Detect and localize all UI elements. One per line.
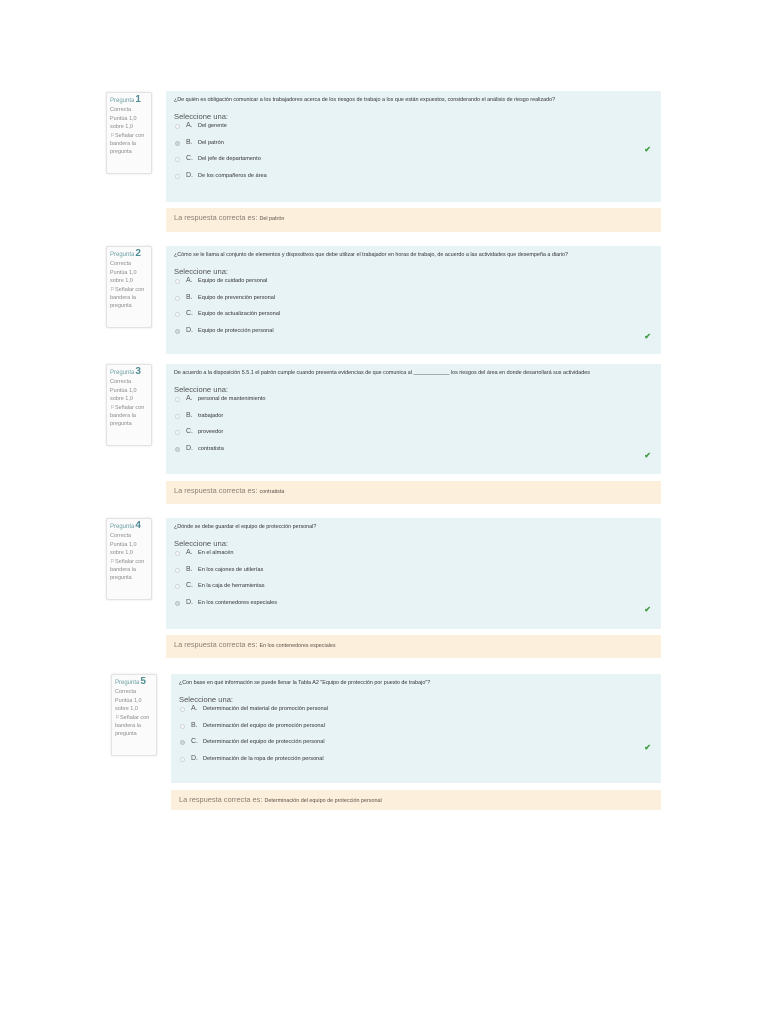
correct-check-icon: ✔ [644, 743, 651, 752]
answer-options [174, 550, 653, 617]
option-d[interactable]: D. En los contenedores especiales [174, 600, 653, 617]
question-content [166, 518, 661, 629]
radio-button[interactable] [180, 724, 185, 729]
radio-button[interactable] [175, 447, 180, 452]
option-d[interactable]: D. contratista [174, 446, 653, 463]
answer-options [174, 123, 653, 190]
flag-icon: ⚐ [115, 715, 120, 722]
question-text: ¿Cómo se le llama al conjunto de elementos y dispositivos que debe utilizar el trabajador en horas de trabajo, de acuerdo a las actividades que desempeña a diario? [174, 252, 569, 258]
radio-button[interactable] [175, 551, 180, 556]
radio-button[interactable] [175, 141, 180, 146]
question-state: Correcta [110, 378, 132, 385]
question-content [166, 246, 661, 354]
question-text: ¿Dónde se debe guardar el equipo de protección personal? [174, 524, 317, 530]
correct-check-icon: ✔ [644, 332, 651, 341]
select-prompt: Seleccione una: [179, 695, 234, 704]
answer-options [174, 396, 653, 463]
question-content [166, 364, 661, 474]
question-number: 4 [135, 520, 141, 531]
question-label: Pregunta [110, 252, 135, 258]
question-number: 1 [135, 94, 141, 105]
radio-button[interactable] [175, 157, 180, 162]
question-content [166, 91, 661, 202]
feedback-box [166, 635, 661, 658]
question-label: Pregunta [110, 98, 135, 104]
correct-answer: En los contenedores especiales [259, 643, 336, 649]
question-number: 5 [140, 676, 146, 687]
radio-button[interactable] [175, 174, 180, 179]
question-info [106, 246, 152, 328]
option-b[interactable]: B. En los cajones de utilerías [174, 567, 653, 584]
option-b[interactable]: B. Equipo de prevención personal [174, 295, 653, 312]
radio-button[interactable] [180, 740, 185, 745]
option-c[interactable]: C. Determinación del equipo de protección personal [179, 739, 653, 756]
option-c[interactable]: C. proveedor [174, 429, 653, 446]
feedback-label: La respuesta correcta es: [174, 640, 258, 649]
correct-answer: Determinación del equipo de protección personal [264, 798, 382, 804]
correct-check-icon: ✔ [644, 145, 651, 154]
option-a[interactable]: A. Del gerente [174, 123, 653, 140]
select-prompt: Seleccione una: [174, 385, 229, 394]
flag-icon: ⚐ [110, 559, 115, 566]
radio-button[interactable] [175, 329, 180, 334]
flag-question-link[interactable]: ⚐Señalar con bandera la pregunta [115, 715, 150, 737]
feedback-label: La respuesta correcta es: [174, 486, 258, 495]
feedback-label: La respuesta correcta es: [179, 795, 263, 804]
radio-button[interactable] [175, 414, 180, 419]
feedback-box [166, 208, 661, 232]
question-text: De acuerdo a la disposición 5.5.1 el patrón cumple cuando presenta evidencias de que comunica al ____________ los riesgos del área en donde desarrollará sus actividades [174, 370, 590, 376]
question-label: Pregunta [115, 680, 140, 686]
radio-button[interactable] [175, 397, 180, 402]
flag-question-link[interactable]: ⚐Señalar con bandera la pregunta [110, 287, 145, 309]
feedback-label: La respuesta correcta es: [174, 213, 258, 222]
option-a[interactable]: A. personal de mantenimiento [174, 396, 653, 413]
question-grade: Puntúa 1,0 sobre 1,0 [110, 270, 137, 284]
question-state: Correcta [110, 106, 132, 113]
question-state: Correcta [110, 532, 132, 539]
flag-icon: ⚐ [110, 287, 115, 294]
option-b[interactable]: B. trabajador [174, 413, 653, 430]
radio-button[interactable] [175, 601, 180, 606]
question-info [106, 364, 152, 446]
question-grade: Puntúa 1,0 sobre 1,0 [110, 116, 137, 130]
radio-button[interactable] [180, 757, 185, 762]
correct-check-icon: ✔ [644, 605, 651, 614]
select-prompt: Seleccione una: [174, 539, 229, 548]
option-b[interactable]: B. Determinación del equipo de promoción personal [179, 723, 653, 740]
option-d[interactable]: D. Equipo de protección personal [174, 328, 653, 345]
select-prompt: Seleccione una: [174, 267, 229, 276]
option-a[interactable]: A. Determinación del material de promoción personal [179, 706, 653, 723]
radio-button[interactable] [175, 584, 180, 589]
question-label: Pregunta [110, 370, 135, 376]
flag-question-link[interactable]: ⚐Señalar con bandera la pregunta [110, 133, 145, 155]
question-state: Correcta [115, 688, 137, 695]
correct-check-icon: ✔ [644, 451, 651, 460]
question-state: Correcta [110, 260, 132, 267]
flag-icon: ⚐ [110, 405, 115, 412]
question-text: ¿Con base en qué información se puede llenar la Tabla A2 "Equipo de protección por puesto de trabajo"? [179, 680, 431, 686]
radio-button[interactable] [180, 707, 185, 712]
question-grade: Puntúa 1,0 sobre 1,0 [115, 698, 142, 712]
flag-icon: ⚐ [110, 133, 115, 140]
radio-button[interactable] [175, 124, 180, 129]
option-c[interactable]: C. Del jefe de departamento [174, 156, 653, 173]
radio-button[interactable] [175, 296, 180, 301]
question-number: 2 [135, 248, 141, 259]
question-number: 3 [135, 366, 141, 377]
feedback-box [166, 481, 661, 504]
correct-answer: contratista [259, 489, 285, 495]
question-info [106, 518, 152, 600]
option-a[interactable]: A. En el almacén [174, 550, 653, 567]
question-text: ¿De quién es obligación comunicar a los trabajadores acerca de los riesgos de trabajo a los que están expuestos, considerando el análisis de riesgo realizado? [174, 97, 556, 103]
option-c[interactable]: C. En la caja de herramientas [174, 583, 653, 600]
option-b[interactable]: B. Del patrón [174, 140, 653, 157]
answer-options [179, 706, 653, 773]
feedback-box [171, 790, 661, 810]
question-info [106, 92, 152, 174]
option-a[interactable]: A. Equipo de cuidado personal [174, 278, 653, 295]
question-grade: Puntúa 1,0 sobre 1,0 [110, 388, 137, 402]
radio-button[interactable] [175, 430, 180, 435]
question-grade: Puntúa 1,0 sobre 1,0 [110, 542, 137, 556]
correct-answer: Del patrón [259, 216, 285, 222]
radio-button[interactable] [175, 312, 180, 317]
radio-button[interactable] [175, 568, 180, 573]
question-label: Pregunta [110, 524, 135, 530]
question-info [111, 674, 157, 756]
radio-button[interactable] [175, 279, 180, 284]
flag-question-link[interactable]: ⚐Señalar con bandera la pregunta [110, 559, 145, 581]
select-prompt: Seleccione una: [174, 112, 229, 121]
option-d[interactable]: D. De los compañeros de área [174, 173, 653, 190]
flag-question-link[interactable]: ⚐Señalar con bandera la pregunta [110, 405, 145, 427]
option-c[interactable]: C. Equipo de actualización personal [174, 311, 653, 328]
option-d[interactable]: D. Determinación de la ropa de protección personal [179, 756, 653, 773]
question-content [171, 674, 661, 783]
answer-options [174, 278, 653, 345]
